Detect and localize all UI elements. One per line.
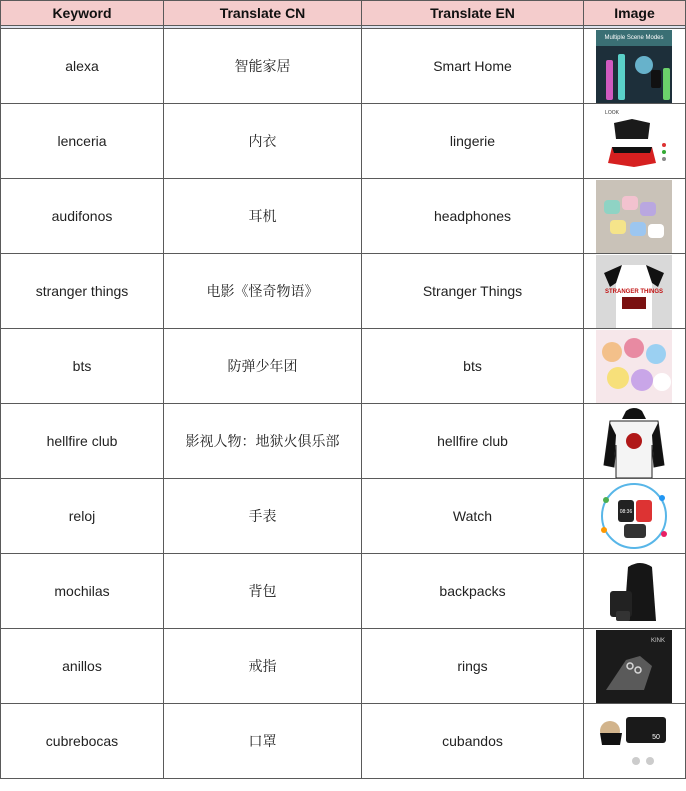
keyword-cell: lenceria (1, 104, 164, 179)
translate-cn-cell: 耳机 (164, 179, 362, 254)
image-cell (584, 704, 686, 779)
hellfire-hoodie-image (596, 405, 672, 478)
image-cell (584, 554, 686, 629)
translate-cn-cell: 口罩 (164, 704, 362, 779)
smartwatch-image (596, 480, 672, 553)
translate-en-cell: bts (362, 329, 584, 404)
image-cell (584, 29, 686, 104)
image-caption: Multiple Scene Modes (604, 35, 664, 41)
image-caption: STRANGER THINGS (604, 289, 664, 295)
image-cell (584, 179, 686, 254)
image-cell (584, 629, 686, 704)
keyword-cell: stranger things (1, 254, 164, 329)
table-row (1, 254, 686, 329)
translate-en-cell: Stranger Things (362, 254, 584, 329)
image-cell (584, 329, 686, 404)
translate-en-cell: rings (362, 629, 584, 704)
keyword-cell: alexa (1, 29, 164, 104)
table-row (1, 554, 686, 629)
translate-cn-cell: 防弹少年团 (164, 329, 362, 404)
header-translate-en: Translate EN (362, 1, 584, 26)
rings-hand-image (596, 630, 672, 703)
table-row (1, 629, 686, 704)
translate-en-cell: Smart Home (362, 29, 584, 104)
keyword-cell: reloj (1, 479, 164, 554)
header-row (1, 1, 686, 26)
keyword-cell: anillos (1, 629, 164, 704)
keyword-cell: cubrebocas (1, 704, 164, 779)
translate-en-cell: headphones (362, 179, 584, 254)
translate-cn-cell: 背包 (164, 554, 362, 629)
face-masks-image (596, 705, 672, 778)
table-row (1, 179, 686, 254)
translate-cn-cell: 智能家居 (164, 29, 362, 104)
header-keyword: Keyword (1, 1, 164, 26)
translate-en-cell: hellfire club (362, 404, 584, 479)
image-caption: KINK (650, 638, 666, 644)
earbuds-cases-image (596, 180, 672, 253)
translate-en-cell: Watch (362, 479, 584, 554)
table-row (1, 329, 686, 404)
translate-en-cell: lingerie (362, 104, 584, 179)
table-row (1, 704, 686, 779)
keyword-cell: hellfire club (1, 404, 164, 479)
image-caption: 50 (652, 734, 660, 741)
plush-toys-image (596, 330, 672, 403)
image-caption: 08:36 (619, 509, 633, 515)
image-cell (584, 479, 686, 554)
keyword-cell: audifonos (1, 179, 164, 254)
translate-cn-cell: 电影《怪奇物语》 (164, 254, 362, 329)
translate-cn-cell: 戒指 (164, 629, 362, 704)
image-cell (584, 404, 686, 479)
backpack-set-image (596, 555, 672, 628)
image-cell (584, 104, 686, 179)
translate-en-cell: backpacks (362, 554, 584, 629)
header-image: Image (584, 1, 686, 26)
table-row (1, 29, 686, 104)
translate-en-cell: cubandos (362, 704, 584, 779)
table-row (1, 104, 686, 179)
translate-cn-cell: 影视人物：地狱火俱乐部 (164, 404, 362, 479)
stranger-things-tshirt-image (596, 255, 672, 328)
translate-cn-cell: 内衣 (164, 104, 362, 179)
table-row (1, 404, 686, 479)
image-cell (584, 254, 686, 329)
image-caption: LOOK (605, 110, 619, 116)
table-row (1, 479, 686, 554)
lingerie-set-image (596, 105, 672, 178)
header-translate-cn: Translate CN (164, 1, 362, 26)
keyword-cell: mochilas (1, 554, 164, 629)
translate-cn-cell: 手表 (164, 479, 362, 554)
keyword-cell: bts (1, 329, 164, 404)
smart-light-bars-image (596, 30, 672, 103)
